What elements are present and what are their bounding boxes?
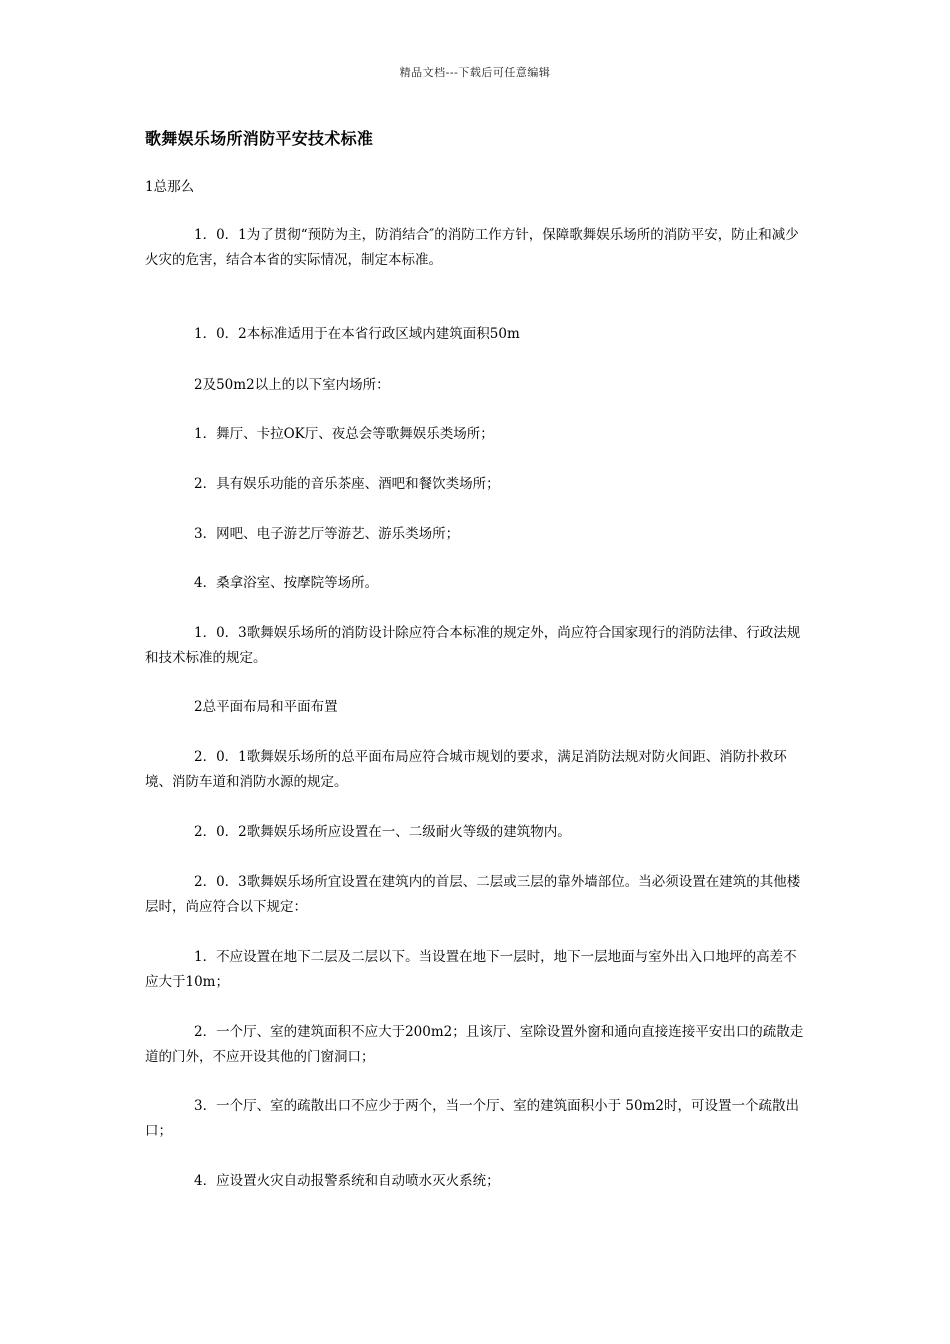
- list-item: 4．桑拿浴室、按摩院等场所。: [194, 575, 379, 591]
- paragraph: 2及50m2以上的以下室内场所：: [194, 377, 390, 393]
- list-item: 4．应设置火灾自动报警系统和自动喷水灭火系统；: [194, 1173, 500, 1189]
- paragraph: 1．0．1为了贯彻“预防为主，防消结合″的消防工作方针，保障歌舞娱乐场所的消防平安，防止和减少火灾的危害，结合本省的实际情况，制定本标准。: [145, 227, 799, 268]
- paragraph: 2．0．1歌舞娱乐场所的总平面布局应符合城市规划的要求，满足消防法规对防火间距、消防扑救环境、消防车道和消防水源的规定。: [145, 749, 787, 790]
- list-item: 3．网吧、电子游艺厅等游艺、游乐类场所；: [194, 526, 460, 542]
- list-item: 3．一个厅、室的疏散出口不应少于两个，当一个厅、室的建筑面积小于 50m2时，可设置一个疏散出口；: [145, 1098, 799, 1139]
- page-header: 精品文档---下载后可任意编辑: [399, 66, 551, 79]
- paragraph: 2．0．2歌舞娱乐场所应设置在一、二级耐火等级的建筑物内。: [194, 824, 571, 840]
- list-item: 1．舞厅、卡拉OK厅、夜总会等歌舞娱乐类场所；: [194, 426, 494, 442]
- list-item: 2．具有娱乐功能的音乐茶座、酒吧和餐饮类场所；: [194, 476, 500, 492]
- list-item: 1．不应设置在地下二层及二层以下。当设置在地下一层时，地下一层地面与室外出入口地坪的高差不应大于10m；: [145, 949, 797, 990]
- list-item: 2．一个厅、室的建筑面积不应大于200m2；且该厅、室除设置外窗和通向直接连接平安出口的疏散走道的门外，不应开设其他的门窗洞口；: [145, 1024, 804, 1065]
- section-heading: 2总平面布局和平面布置: [194, 699, 338, 715]
- paragraph: 1．0．2本标准适用于在本省行政区域内建筑面积50m: [194, 326, 520, 342]
- section-heading: 1总那么: [145, 179, 195, 195]
- paragraph: 2．0．3歌舞娱乐场所宜设置在建筑内的首层、二层或三层的靠外墙部位。当必须设置在建筑的其他楼层时，尚应符合以下规定：: [145, 874, 801, 915]
- paragraph: 1．0．3歌舞娱乐场所的消防设计除应符合本标准的规定外，尚应符合国家现行的消防法律、行政法规和技术标准的规定。: [145, 625, 801, 666]
- document-title: 歌舞娱乐场所消防平安技术标准: [145, 129, 374, 148]
